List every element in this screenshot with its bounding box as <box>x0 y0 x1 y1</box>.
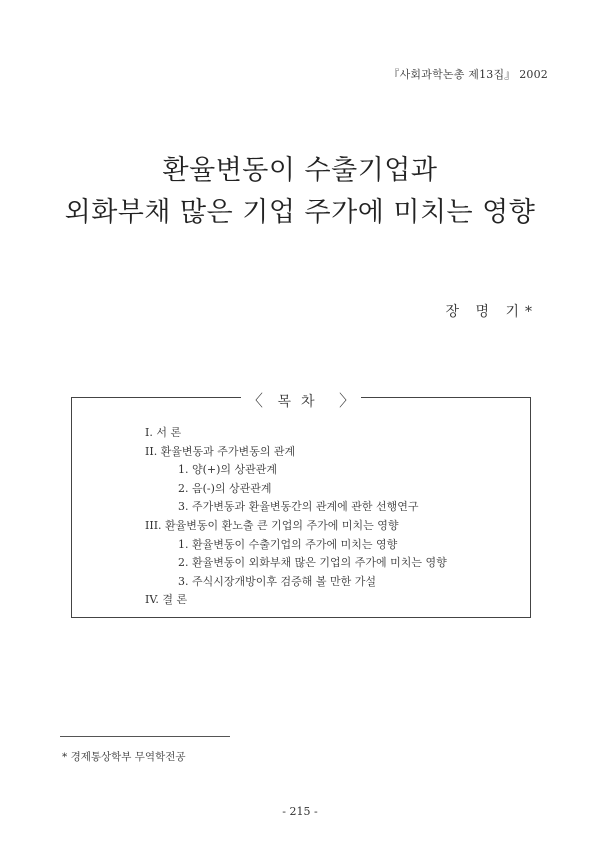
paper-title <box>0 150 600 234</box>
title-line-2: 외화부채 많은 기업 주가에 미치는 영향 <box>64 197 536 228</box>
table-of-contents <box>71 391 531 618</box>
toc-heading-text: 목차 <box>277 394 325 410</box>
toc-item-2-1: 1. 양(+)의 상관관계 <box>178 463 278 477</box>
title-line-1: 환율변동이 수출기업과 <box>162 155 438 186</box>
author-name: 장 명 기* <box>445 304 538 320</box>
toc-heading-right-bracket: 〉 <box>338 391 355 410</box>
toc-item-3-2: 2. 환율변동이 외화부채 많은 기업의 주가에 미치는 영향 <box>178 556 447 570</box>
toc-item-3: III. 환율변동이 환노출 큰 기업의 주가에 미치는 영향 <box>145 518 399 532</box>
toc-item-3-3: 3. 주식시장개방이후 검증해 볼 만한 가설 <box>178 574 376 588</box>
toc-item-2: II. 환율변동과 주가변동의 관계 <box>145 444 296 458</box>
footnote: * 경제통상학부 무역학전공 <box>62 751 186 763</box>
toc-item-2-3: 3. 주가변동과 환율변동간의 관계에 관한 선행연구 <box>178 500 419 514</box>
toc-heading-left-bracket: 〈 <box>247 391 264 410</box>
page-number: - 215 - <box>282 805 318 818</box>
toc-item-2-2: 2. 음(-)의 상관관계 <box>178 481 272 495</box>
journal-reference: 『사회과학논총 제13집』 2002 <box>388 68 548 81</box>
toc-list <box>145 424 447 610</box>
toc-item-4: IV. 결 론 <box>145 593 188 607</box>
toc-item-3-1: 1. 환율변동이 수출기업의 주가에 미치는 영향 <box>178 537 398 551</box>
toc-item-1: I. 서 론 <box>145 426 182 439</box>
toc-heading <box>241 388 361 411</box>
footnote-divider <box>60 736 230 737</box>
